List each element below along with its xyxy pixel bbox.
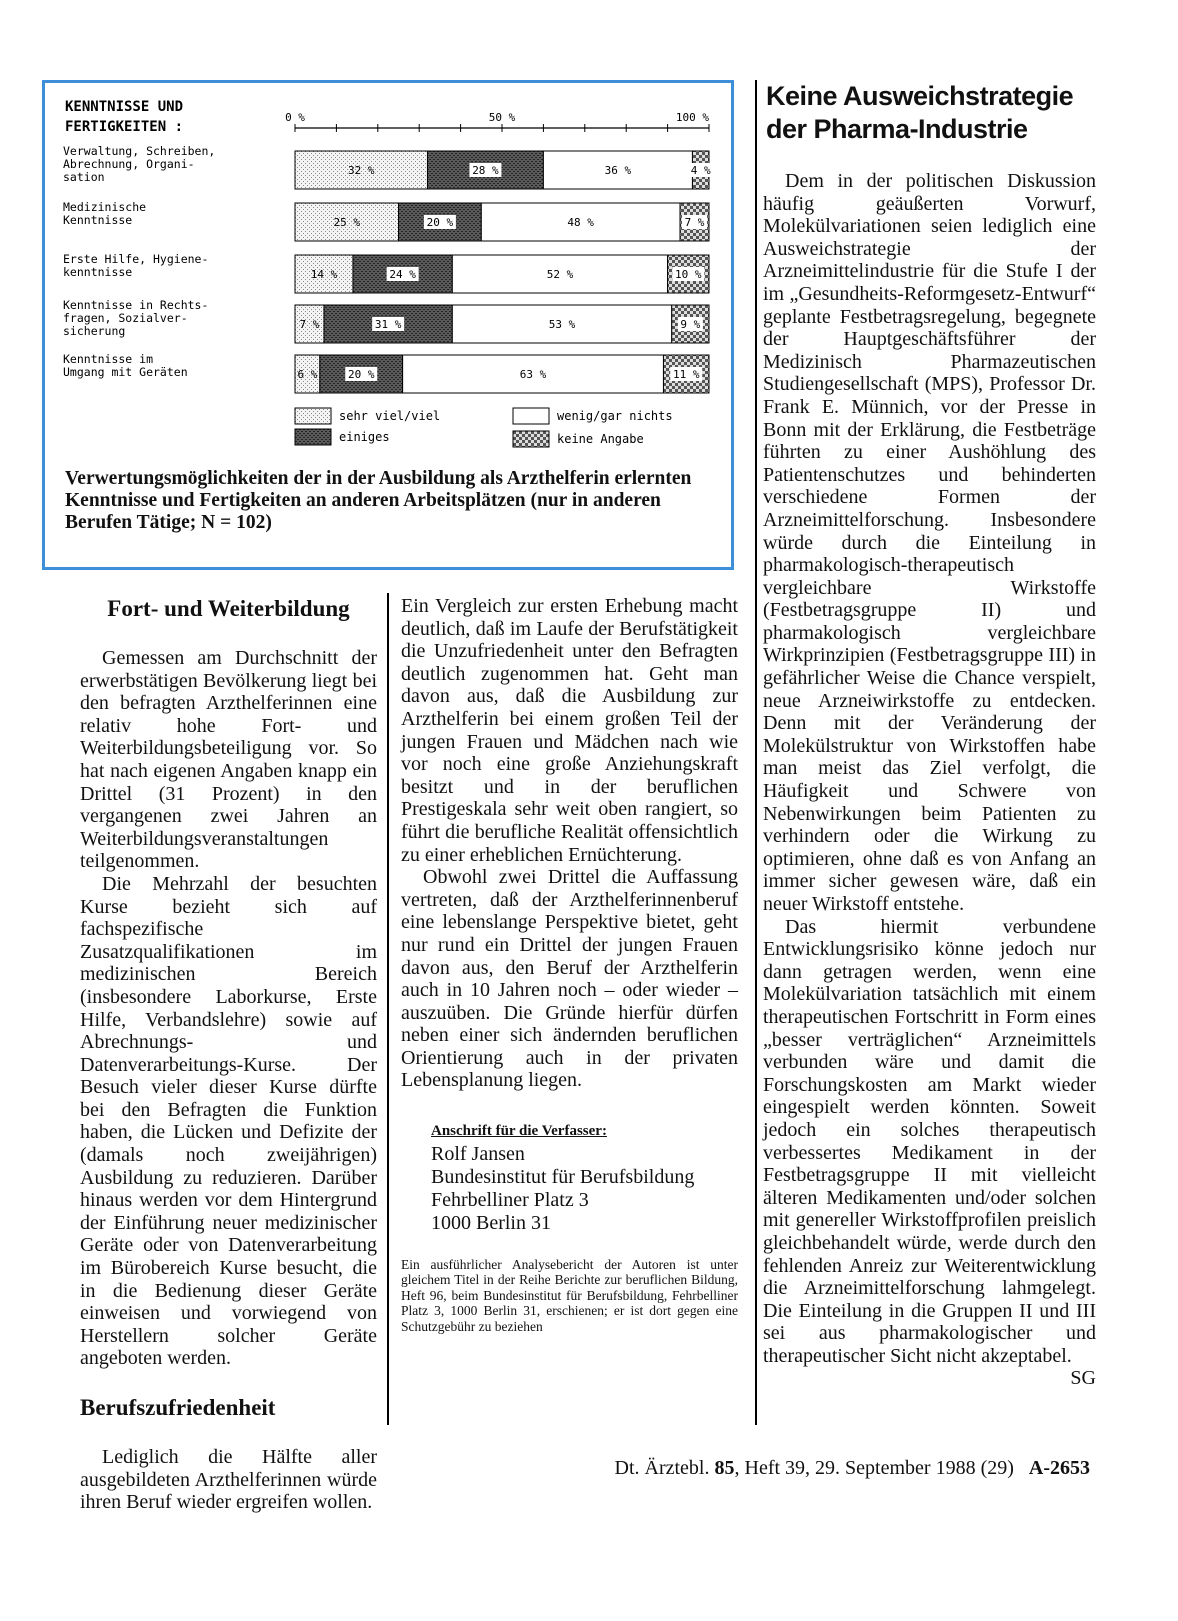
author-address [401,1120,738,1235]
headline-line-2: der Pharma-Industrie [766,114,1028,144]
address-line-4: 1000 Berlin 31 [431,1211,551,1234]
data-label: 48 % [567,216,594,229]
data-label: 52 % [546,268,574,281]
category-label: Verwaltung, Schreiben, [63,144,216,158]
data-label: 53 % [548,318,576,331]
data-label: 31 % [374,318,402,331]
axis-tick-label: 50 % [488,111,516,124]
signature: SG [1070,1367,1096,1390]
legend-label: keine Angabe [557,432,644,446]
data-label: 4 % [690,164,711,177]
chart-title-line: FERTIGKEITEN : [65,119,184,135]
figure-box [42,80,734,570]
category-label: Erste Hilfe, Hygiene- [63,252,209,266]
figure-caption: Verwertungsmöglichkeiten der in der Ausbildung als Arzthelferin erlernten Kenntnisse und Fertigkeiten an anderen Arbeitsplätzen (nur in anderen Berufen Tätige; N = 102) [65,468,692,533]
address-line-2: Bundesinstitut für Berufsbildung [431,1165,695,1188]
footer-journal: Dt. Ärztebl. [614,1457,710,1479]
footer-page: A-2653 [1028,1457,1090,1479]
data-label: 20 % [347,368,375,381]
data-label: 25 % [333,216,360,229]
legend-label: wenig/gar nichts [557,409,673,423]
axis-tick-label: 0 % [285,111,305,124]
left-column [80,595,377,1514]
category-label: Kenntnisse [63,213,133,227]
data-label: 7 % [684,216,705,229]
axis-tick-label: 100 % [675,111,709,124]
right-paragraph-1: Dem in der politischen Diskussion häufig geäußerten Vorwurf, Molekülvariationen seien lediglich eine Ausweichstrategie der Arzneimittelindustrie für die Stufe I der im „Gesundheits-Reformgesetz-Entwurf“ geplante Festbetragsregelung, begegnete der Hauptgeschäftsführer der Medizinisch Pharmazeutischen Studiengesellschaft (MPS), Professor Dr. Frank E. Münnich, vor der Presse in Bonn mit der Erklärung, die Festbeträge führten zu einer Aushöhlung des Patientenschutzes und behinderten verschiedene Formen der Arzneimittelforschung. Insbesondere würde durch die Einteilung in pharmakologisch-therapeutisch vergleichbare Wirkstoffe (Festbetragsgruppe II) und pharmakologisch vergleichbare Wirkprinzipien (Festbetragsgruppe III) in gefährlicher Weise die Chance verspielt, neue Arzneiwirkstoffe zu entdecken. Denn mit der Veränderung der Molekülstruktur von Wirkstoffen habe man meist das Ziel verfolgt, die Häufigkeit und Schwere von Nebenwirkungen beim Patienten zu verhindern oder die Wirkung zu optimieren, ohne daß es von Anfang an immer sicher gewesen wäre, daß ein neuer Wirkstoff entstehe. [763,170,1096,915]
right-paragraph-2-text: Das hiermit verbundene Entwicklungsrisiko könne jedoch nur dann getragen werden, wenn eine Molekülvariation tatsächlich mit einem therapeutischen Fortschritt in Form eines „besser verträglichen“ Arzneimittels verbunden wäre und damit die Forschungskosten am Markt wieder eingespielt werden könnten. Soweit jedoch ein solches therapeutisch verbessertes Medikament in der Festbetragsgruppe II mit vielleicht älteren Medikamenten und/oder solchen mit genereller Wirkstoffprofilen preislich gleichbehandelt würde, werde durch den fehlenden Anreiz zur Weiterentwicklung die Arzneimittelforschung lahmgelegt. Die Einteilung in die Gruppen II und III sei aus pharmakologischer und therapeutischer Sicht nicht akzeptabel. [763,915,1096,1367]
data-label: 9 % [680,318,701,331]
legend-swatch [295,408,331,424]
headline-line-1: Keine Ausweichstrategie [766,81,1074,111]
middle-paragraph-2: Obwohl zwei Drittel die Auffassung vertreten, daß der Arzthelferinnenberuf eine lebenslange Perspektive bietet, geht nur rund ein Drittel der jungen Frauen davon aus, den Beruf der Arzthelferin auch in 10 Jahren noch – oder wieder – auszuüben. Die Gründe hierfür dürfen neben einer sich ändernden beruflichen Orientierung auch in der privaten Lebensplanung liegen. [401,866,738,1092]
middle-paragraph-1: Ein Vergleich zur ersten Erhebung macht deutlich, daß im Laufe der Berufstätigkeit die Unzufriedenheit unter den Befragten deutlich zugenommen hat. Geht man davon aus, daß die Ausbildung zur Arzthelferin bei einem großen Teil der jungen Frauen und Mädchen nach wie vor noch eine große Anziehungskraft besitzt und in der beruflichen Prestigeskala sehr weit oben rangiert, so führt die berufliche Realität offensichtlich zu einer erheblichen Ernüchterung. [401,595,738,866]
category-label: Kenntnisse in Rechts- [63,298,209,312]
data-label: 20 % [426,216,454,229]
category-label: fragen, Sozialver- [63,311,188,325]
category-label: Kenntnisse im [63,352,154,366]
data-label: 10 % [675,268,702,281]
article-headline [766,80,1106,146]
data-label: 28 % [472,164,499,177]
category-label: Medizinische [63,200,147,214]
category-label: kenntnisse [63,265,133,279]
left-paragraph-2: Die Mehrzahl der besuchten Kurse bezieht sich auf fachspezifische Zusatzqualifikationen im medizinischen Bereich (insbesondere Laborkurse, Erste Hilfe, Verbandslehre) sowie auf Abrechnungs- und Datenverarbeitungs-Kurse. Der Besuch vieler dieser Kurse dürfte bei den Befragten die Funktion haben, die Lücken und Defizite der (damals noch zweijährigen) Ausbildung zu reduzieren. Darüber hinaus werden vor dem Hintergrund der Einführung neuer medizinischer Geräte oder von Datenverarbeitung im Bürobereich Kurse besucht, die in die Bedienung dieser Geräte einweisen und vorwiegend von Herstellern solcher Geräte angeboten werden. [80,872,377,1370]
footer-volume: 85 [714,1457,735,1479]
data-label: 24 % [389,268,416,281]
data-label: 6 % [297,368,318,381]
footer-issue: , Heft 39, 29. September 1988 (29) [734,1457,1014,1479]
category-label: sation [63,170,105,184]
middle-column [401,595,738,1334]
data-label: 14 % [310,268,338,281]
legend-label: einiges [339,430,390,444]
legend-swatch [513,431,549,447]
heading-berufszufriedenheit: Berufszufriedenheit [80,1395,276,1420]
data-label: 63 % [519,368,547,381]
chart-title-line: KENNTNISSE UND [65,99,184,115]
category-label: Umgang mit Geräten [63,365,188,379]
page-footer [560,1457,1090,1480]
address-line-3: Fehrbelliner Platz 3 [431,1188,589,1211]
column-divider-right [755,80,757,1425]
category-label: sicherung [63,324,126,338]
legend-swatch [513,408,549,424]
column-divider-middle [387,593,389,1425]
left-paragraph-1: Gemessen am Durchschnitt der erwerbstätigen Bevölkerung liegt bei den befragten Arzthelferinnen eine relativ hohe Fort- und Weiterbildungsbeteiligung vor. So hat nach eigenen Angaben knapp ein Drittel (31 Prozent) in den vergangenen zwei Jahren an Weiterbildungsveranstaltungen teilgenommen. [80,647,377,873]
report-note: Ein ausführlicher Analysebericht der Autoren ist unter gleichem Titel in der Reihe Berichte zur beruflichen Bildung, Heft 96, beim Bundesinstitut für Berufsbildung, Fehrbelliner Platz 3, 1000 Berlin 31, erschienen; er ist dort gegen eine Schutzgebühr zu beziehen [401,1256,738,1334]
data-label: 7 % [299,318,320,331]
stacked-bar-chart [45,83,731,467]
address-label: Anschrift für die Verfasser: [431,1123,607,1140]
right-paragraph-2 [763,915,1096,1390]
legend-swatch [295,429,331,445]
legend-label: sehr viel/viel [339,409,441,423]
category-label: Abrechnung, Organi- [63,157,195,171]
left-paragraph-3: Lediglich die Hälfte aller ausgebildeten Arzthelferinnen würde ihren Beruf wieder ergreifen wollen. [80,1446,377,1514]
data-label: 32 % [347,164,375,177]
data-label: 11 % [672,368,700,381]
data-label: 36 % [604,164,632,177]
heading-fortbildung: Fort- und Weiterbildung [107,596,350,621]
address-line-1: Rolf Jansen [431,1142,525,1165]
right-column [763,170,1096,1390]
